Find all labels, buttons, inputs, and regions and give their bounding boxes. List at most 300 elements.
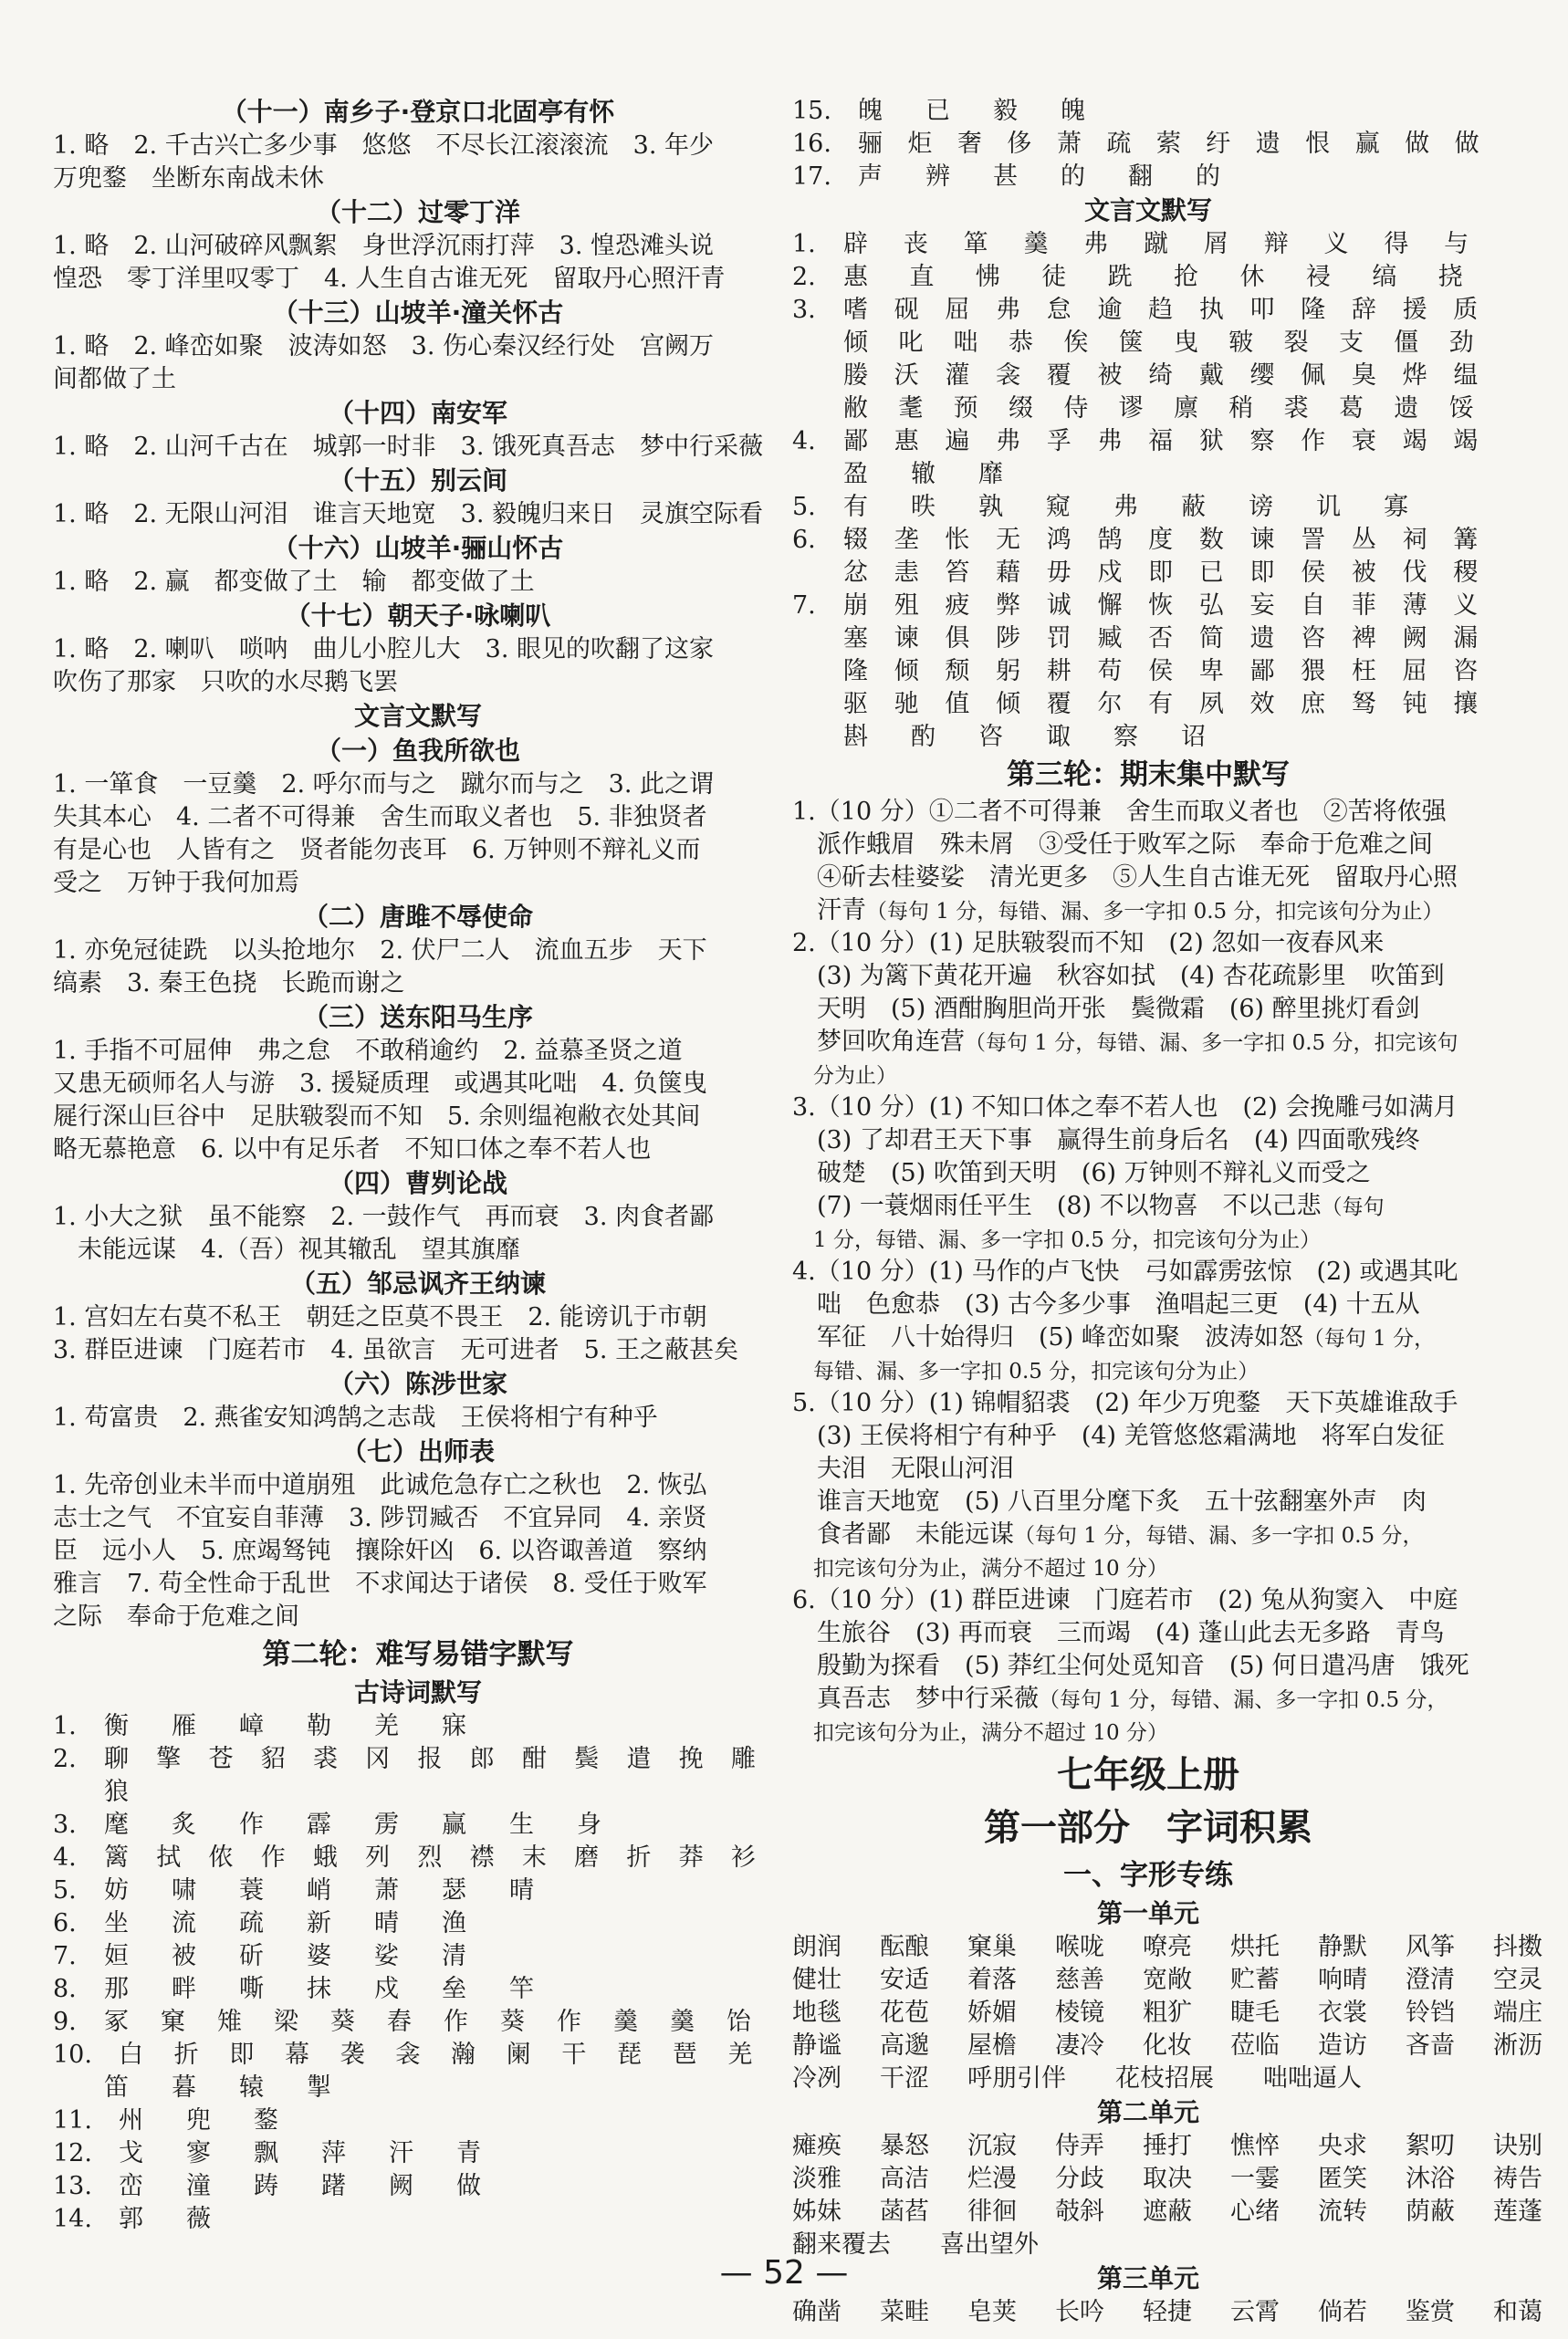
char-item: 质	[1453, 296, 1479, 324]
answer-line	[792, 1256, 1504, 1289]
char-row	[792, 95, 1504, 128]
word-item: 莅临	[1230, 2031, 1280, 2060]
char-item: 缊	[1453, 361, 1479, 390]
char-item: 侯	[1301, 559, 1326, 587]
answer-line	[792, 1486, 1504, 1519]
char-item: 驱	[843, 690, 868, 718]
section-heading: （十五）别云间	[328, 465, 507, 496]
char-item: 作	[557, 2008, 581, 2036]
char-item: 崩	[843, 591, 868, 620]
char-item: 幕	[285, 2041, 310, 2069]
char-item: 做	[456, 2172, 481, 2200]
char-item: 蹴	[1144, 230, 1169, 258]
char-item: 简	[1198, 624, 1224, 653]
char-item: 婆	[307, 1942, 331, 1970]
char-item: 丛	[1351, 526, 1376, 554]
char-item: 忿	[843, 559, 868, 587]
char-item: 擎	[156, 1745, 182, 1773]
section-heading: （十二）过零丁洋	[315, 197, 520, 227]
answer-text: 派作蛾眉 殊未屑 ③受任于败军之际 奉命于危难之间	[792, 830, 1433, 859]
word-row	[792, 2163, 1542, 2196]
char-item: 福	[1148, 427, 1174, 455]
char-item: 掣	[307, 2073, 331, 2102]
char-row	[792, 655, 1504, 688]
answer-line	[792, 796, 1504, 829]
answer-line	[792, 1650, 1504, 1683]
answer-text: 食者鄙 未能远谋	[792, 1520, 1014, 1549]
word-item: 化妆	[1143, 2031, 1192, 2060]
word-item: 姊妹	[792, 2198, 841, 2226]
answer-line	[792, 1190, 1504, 1223]
char-item: 郭	[119, 2205, 143, 2233]
char-item: 萦	[1155, 130, 1181, 158]
char-item: 清	[442, 1942, 466, 1970]
char-item: 佩	[1301, 361, 1326, 390]
char-item: 白	[119, 2041, 143, 2069]
char-item: 衫	[730, 1843, 756, 1872]
char-item: 蓑	[239, 1876, 264, 1905]
char-item: 藉	[996, 559, 1021, 587]
char-item: 咨	[1453, 657, 1479, 685]
char-item: 夙	[1198, 690, 1224, 718]
char-item: 诏	[1181, 723, 1206, 751]
char-item: 新	[307, 1909, 331, 1937]
char-item: 饴	[727, 2008, 751, 2036]
char-item: 魄	[1061, 97, 1085, 125]
char-item: 缟	[1372, 263, 1397, 291]
char-item: 貂	[260, 1745, 286, 1773]
char-item: 赢	[1354, 130, 1380, 158]
word-item: 健壮	[792, 1966, 841, 1994]
word-item: 咄咄逼人	[1263, 2064, 1362, 2093]
word-item: 长吟	[1055, 2298, 1104, 2326]
section-heading: 第三轮：期末集中默写	[1007, 758, 1290, 791]
char-item: 疏	[239, 1909, 264, 1937]
section-heading: （三）送东阳马生序	[302, 1002, 533, 1032]
char-item: 遗	[1255, 130, 1281, 158]
char-item: 寡	[1384, 493, 1408, 521]
char-item: 襟	[469, 1843, 495, 1872]
char-item: 狱	[1198, 427, 1224, 455]
word-item: 诀别	[1493, 2132, 1542, 2160]
char-item: 侬	[208, 1843, 234, 1872]
word-row	[792, 1931, 1542, 1964]
char-row	[792, 557, 1504, 590]
word-item: 嘹亮	[1143, 1933, 1192, 1961]
char-item: 阙	[389, 2172, 413, 2200]
answer-text: 1. 先帝创业未半而中道崩殂 此诚危急存亡之秋也 2. 恢弘	[53, 1471, 707, 1499]
answer-text: (3) 了却君王天下事 赢得生前身后名 (4) 四面歌残终	[792, 1126, 1420, 1154]
char-item: 竭	[1453, 427, 1479, 455]
section-heading: 第二轮：难写易错字默写	[262, 1638, 574, 1671]
answer-text: 失其本心 4. 二者不可得兼 舍生而取义者也 5. 非独贤者	[53, 803, 707, 831]
item-number: 11.	[53, 2106, 92, 2135]
char-item: 峦	[119, 2172, 143, 2200]
answer-text: 3.（10 分）(1) 不知口体之奉不若人也 (2) 会挽雕弓如满月	[792, 1093, 1458, 1122]
answer-text: 1. 小大之狱 虽不能察 2. 一鼓作气 再而衰 3. 肉食者鄙	[53, 1203, 715, 1231]
char-item: 怫	[975, 263, 1000, 291]
char-item: 霹	[307, 1811, 331, 1839]
char-item: 嘶	[239, 1975, 264, 2003]
char-item: 即	[1249, 559, 1275, 587]
char-row	[792, 622, 1504, 655]
answer-text: 未能远谋 4.（吾）视其辙乱 望其旗靡	[53, 1236, 520, 1264]
char-item: 挽	[678, 1745, 704, 1773]
char-item: 裘	[312, 1745, 338, 1773]
answer-line	[792, 960, 1504, 993]
scoring-note: 每错、漏、多一字扣 0.5 分，扣完该句分为止）	[792, 1360, 1260, 1384]
word-item: 朗润	[792, 1933, 841, 1961]
answer-text: 4.（10 分）(1) 马作的卢飞快 弓如霹雳弦惊 (2) 或遇其叱	[792, 1258, 1458, 1286]
answer-text: 3. 群臣进谏 门庭若市 4. 虽欲言 无可进者 5. 王之蔽甚矣	[53, 1336, 739, 1364]
char-item: 枉	[1351, 657, 1376, 685]
word-item: 端庄	[1493, 1999, 1542, 2027]
answer-line	[792, 1321, 1504, 1354]
char-item: 沃	[894, 361, 919, 390]
word-item: 凄冷	[1055, 2031, 1104, 2060]
char-item: 咨	[1301, 624, 1326, 653]
char-item: 被	[1097, 361, 1123, 390]
answer-line	[53, 666, 783, 699]
char-item: 劲	[1448, 329, 1474, 357]
answer-line	[792, 829, 1504, 861]
char-item: 逾	[1097, 296, 1123, 324]
word-item: 花枝招展	[1115, 2064, 1214, 2093]
word-item: 沐浴	[1406, 2165, 1455, 2193]
word-item: 静谧	[792, 2031, 841, 2060]
char-item: 孚	[1046, 427, 1071, 455]
char-item: 竿	[509, 1975, 534, 2003]
char-item: 值	[945, 690, 970, 718]
char-row	[53, 2170, 783, 2203]
scoring-note: 扣完该句分为止，满分不超过 10 分）	[792, 1721, 1168, 1745]
item-number	[792, 721, 843, 754]
answer-line	[792, 1223, 1504, 1256]
char-item: 青	[456, 2139, 481, 2167]
char-item: 干	[561, 2041, 587, 2069]
item-number: 9.	[53, 2008, 77, 2036]
answer-text: 1. 宫妇左右莫不私王 朝廷之臣莫不畏王 2. 能谤讥于市朝	[53, 1303, 707, 1331]
answer-text: 略无慕艳意 6. 以中有足乐者 不知口体之奉不若人也	[53, 1135, 652, 1164]
char-item: 支	[1338, 329, 1364, 357]
answer-line	[792, 1289, 1504, 1321]
char-item: 衡	[104, 1712, 129, 1740]
item-number: 7.	[792, 591, 816, 620]
answer-text: 1. 略 2. 喇叭 唢呐 曲儿小腔儿大 3. 眼见的吹翻了这家	[53, 635, 715, 663]
char-item: 覆	[1046, 690, 1071, 718]
char-item: 嗜	[843, 296, 868, 324]
answer-text: 夫泪 无限山河泪	[792, 1455, 1014, 1483]
char-item: 已	[1198, 559, 1224, 587]
word-item: 淡雅	[792, 2165, 841, 2193]
answer-text: 5.（10 分）(1) 锦帽貂裘 (2) 年少万兜鍪 天下英雄谁敌手	[792, 1389, 1458, 1417]
answer-text: 志士之气 不宜妄自菲薄 3. 陟罚臧否 不宜异同 4. 亲贤	[53, 1504, 707, 1532]
char-item: 谏	[894, 624, 919, 653]
word-item: 造访	[1318, 2031, 1367, 2060]
char-item: 罚	[1046, 624, 1071, 653]
word-item: 花苞	[880, 1999, 929, 2027]
char-item: 漏	[1453, 624, 1479, 653]
section-heading: （七）出师表	[340, 1436, 495, 1467]
item-number: 14.	[53, 2205, 92, 2233]
char-item: 讥	[1316, 493, 1341, 521]
char-item: 做	[1454, 130, 1479, 158]
char-item: 祠	[1402, 526, 1427, 554]
answer-line	[53, 363, 783, 396]
answer-text: 1. 一箪食 一豆羹 2. 呼尔而与之 蹴尔而与之 3. 此之谓	[53, 770, 715, 799]
section-heading: 文言文默写	[1083, 195, 1212, 225]
char-item: 垄	[894, 526, 919, 554]
word-row	[792, 2196, 1542, 2229]
char-item: 作	[260, 1843, 286, 1872]
item-number: 1.	[53, 1712, 77, 1740]
answer-line	[53, 566, 783, 599]
char-row	[792, 458, 1504, 491]
char-item: 敝	[843, 394, 868, 423]
answer-text: 万兜鍪 坐断东南战未休	[53, 164, 324, 193]
answer-text: 1. 略 2. 无限山河泪 谁言天地宽 3. 毅魄归来日 灵旗空际看	[53, 500, 764, 528]
char-item: 昳	[911, 493, 936, 521]
char-item: 疲	[945, 591, 970, 620]
char-item: 啸	[172, 1876, 196, 1905]
char-item: 有	[1148, 690, 1174, 718]
char-item: 姮	[104, 1942, 129, 1970]
answer-line	[53, 834, 783, 867]
answer-text: 1. 略 2. 峰峦如聚 波涛如怒 3. 伤心秦汉经行处 宫阙万	[53, 332, 715, 360]
answer-text: 殷勤为探看 (5) 莽红尘何处觅知音 (5) 何日遣冯唐 饿死	[792, 1652, 1469, 1680]
answer-text: 之际 奉命于危难之间	[53, 1603, 299, 1631]
char-item: 笛	[104, 2073, 129, 2102]
char-item: 自	[1301, 591, 1326, 620]
answer-text: 谁言天地宽 (5) 八百里分麾下炙 五十弦翻塞外声 肉	[792, 1488, 1427, 1516]
char-item: 援	[1402, 296, 1427, 324]
char-item: 坐	[104, 1909, 129, 1937]
answer-line	[53, 1402, 783, 1435]
answer-text: 1. 略 2. 山河破碎风飘絮 身世浮沉雨打萍 3. 惶恐滩头说	[53, 232, 715, 260]
char-row	[53, 1940, 783, 1973]
word-item: 风筝	[1406, 1933, 1455, 1961]
word-item: 贮蓄	[1230, 1966, 1280, 1994]
char-item: 舂	[387, 2008, 412, 2036]
answer-line	[792, 1584, 1504, 1617]
char-item: 甚	[993, 162, 1018, 191]
char-item: 祲	[1305, 263, 1331, 291]
char-item: 谬	[1118, 394, 1144, 423]
char-item: 雕	[730, 1745, 756, 1773]
char-item: 妨	[104, 1876, 129, 1905]
char-item: 戍	[374, 1975, 399, 2003]
char-item: 隆	[1301, 296, 1326, 324]
item-number: 1.	[792, 230, 816, 258]
answer-line	[53, 1568, 783, 1601]
char-item: 作	[1301, 427, 1326, 455]
answer-text: 1. 略 2. 千古兴亡多少事 悠悠 不尽长江滚滚流 3. 年少	[53, 131, 715, 160]
answer-line	[53, 1301, 783, 1334]
answer-line	[792, 861, 1504, 894]
item-number	[792, 688, 843, 721]
answer-text: 屣行深山巨谷中 足肤皲裂而不知 5. 余则缊袍敝衣处其间	[53, 1102, 701, 1131]
left-column	[53, 95, 783, 2236]
char-item: 侍	[1063, 394, 1089, 423]
char-item: 鸿	[1046, 526, 1071, 554]
item-number: 16.	[792, 130, 831, 158]
char-item: 暮	[172, 2073, 196, 2102]
char-item: 遍	[945, 427, 970, 455]
answer-line	[792, 1617, 1504, 1650]
answer-line	[792, 1026, 1504, 1059]
word-item: 菜畦	[880, 2298, 929, 2326]
char-item: 稍	[1228, 394, 1254, 423]
char-item: 卑	[1198, 657, 1224, 685]
char-item: 雁	[172, 1712, 196, 1740]
char-item: 萧	[374, 1876, 399, 1905]
item-number: 7.	[53, 1942, 77, 1970]
char-item: 遗	[1249, 624, 1275, 653]
char-item: 恢	[1148, 591, 1174, 620]
char-item: 即	[229, 2041, 255, 2069]
word-item: 菡萏	[880, 2198, 929, 2226]
answer-line	[792, 1453, 1504, 1486]
word-item: 着落	[967, 1966, 1017, 1994]
char-item: 否	[1148, 624, 1174, 653]
char-item: 鬓	[574, 1745, 600, 1773]
char-item: 屈	[1402, 657, 1427, 685]
word-item: 心绪	[1230, 2198, 1280, 2226]
answer-line	[53, 1334, 783, 1367]
char-row	[53, 2072, 783, 2104]
item-number: 8.	[53, 1975, 77, 2003]
char-item: 炬	[907, 130, 933, 158]
char-item: 萧	[1056, 130, 1082, 158]
word-item: 央求	[1318, 2132, 1367, 2160]
answer-text: 生旅谷 (3) 再而衰 三而竭 (4) 蓬山此去无多路 青鸟	[792, 1619, 1445, 1647]
char-item: 毋	[1046, 559, 1071, 587]
item-number	[792, 360, 843, 392]
word-item: 烘托	[1230, 1933, 1280, 1961]
item-number: 10.	[53, 2041, 92, 2069]
answer-line	[792, 1124, 1504, 1157]
answer-text: (7) 一蓑烟雨任平生 (8) 不以物喜 不以己悲	[792, 1192, 1322, 1220]
item-number	[792, 557, 843, 590]
char-item: 曳	[1173, 329, 1198, 357]
char-item: 的	[1196, 162, 1220, 191]
char-item: 戴	[1198, 361, 1224, 390]
char-item: 窠	[161, 2008, 185, 2036]
answer-line	[53, 1201, 783, 1234]
answer-line	[792, 1551, 1504, 1584]
answer-text: 1.（10 分）①二者不可得兼 舍生而取义者也 ②苦将侬强	[792, 798, 1447, 826]
char-item: 察	[1249, 427, 1275, 455]
char-item: 渔	[442, 1909, 466, 1937]
answer-text: (3) 王侯将相宁有种乎 (4) 羌管悠悠霜满地 将军白发征	[792, 1422, 1445, 1450]
answer-line	[53, 1035, 783, 1068]
answer-line	[53, 263, 783, 296]
word-item: 酝酿	[880, 1933, 929, 1961]
char-row	[792, 128, 1504, 161]
char-item: 飘	[254, 2139, 278, 2167]
char-item: 臭	[1351, 361, 1376, 390]
char-item: 峭	[307, 1876, 331, 1905]
char-item: 裂	[1283, 329, 1309, 357]
answer-text: 吹伤了那家 只吹的水尽鹅飞罢	[53, 668, 398, 696]
char-item: 徒	[1041, 263, 1067, 291]
answer-line	[792, 1157, 1504, 1190]
char-item: 羹	[1023, 230, 1049, 258]
answer-text: (3) 为篱下黄花开遍 秋容如拭 (4) 杏花疏影里 吹笛到	[792, 962, 1445, 990]
answer-line	[53, 230, 783, 263]
word-item: 烂漫	[967, 2165, 1017, 2193]
char-item: 烨	[1402, 361, 1427, 390]
word-item: 抖擞	[1493, 1933, 1542, 1961]
char-item: 弗	[996, 296, 1021, 324]
word-item: 吝啬	[1406, 2031, 1455, 2060]
scoring-note: （每句 1 分，	[1302, 1327, 1436, 1351]
char-item: 蔽	[1181, 493, 1206, 521]
item-number: 4.	[792, 427, 816, 455]
answer-line	[53, 1469, 783, 1502]
item-number: 3.	[792, 296, 816, 324]
word-item: 瘫痪	[792, 2132, 841, 2160]
char-item: 屈	[945, 296, 970, 324]
char-item: 得	[1384, 230, 1409, 258]
answer-line	[53, 633, 783, 666]
char-item: 衾	[996, 361, 1021, 390]
answer-line	[792, 1716, 1504, 1749]
item-number: 2.	[53, 1745, 77, 1773]
answer-line	[792, 1387, 1504, 1420]
char-item: 篝	[1453, 526, 1479, 554]
char-item: 察	[1113, 723, 1138, 751]
answer-line	[53, 162, 783, 195]
char-item: 躇	[321, 2172, 346, 2200]
page-number: — 52 —	[719, 2254, 849, 2292]
char-item: 倾	[894, 657, 919, 685]
char-item: 聊	[104, 1745, 129, 1773]
char-row	[792, 294, 1504, 327]
char-item: 箪	[963, 230, 988, 258]
char-row	[53, 1710, 783, 1743]
char-item: 的	[1061, 162, 1085, 191]
answer-line	[792, 1519, 1504, 1551]
char-item: 耕	[1046, 657, 1071, 685]
char-item: 弘	[1198, 591, 1224, 620]
section-heading: （四）曹刿论战	[328, 1168, 507, 1198]
char-item: 冢	[104, 2008, 129, 2036]
answer-text: 1. 手指不可屈伸 弗之怠 不敢稍逾约 2. 益慕圣贤之道	[53, 1037, 683, 1065]
char-item: 纡	[1206, 130, 1231, 158]
char-item: 阙	[1402, 624, 1427, 653]
section-heading: （十三）山坡羊·潼关怀古	[272, 298, 564, 328]
char-item: 义	[1323, 230, 1349, 258]
item-number: 6.	[53, 1909, 77, 1937]
char-item: 烈	[417, 1843, 443, 1872]
char-item: 懈	[1097, 591, 1123, 620]
char-item: 恚	[894, 559, 919, 587]
char-item: 辕	[239, 2073, 264, 2102]
char-item: 叩	[1249, 296, 1275, 324]
answer-text: 1. 苟富贵 2. 燕雀安知鸿鹄之志哉 王侯将相宁有种乎	[53, 1404, 658, 1432]
char-item: 俟	[1063, 329, 1089, 357]
section-heading: （十七）朝天子·咏喇叭	[285, 600, 551, 631]
word-item: 淅沥	[1493, 2031, 1542, 2060]
char-item: 趋	[1148, 296, 1174, 324]
char-item: 与	[1444, 230, 1469, 258]
char-item: 羹	[613, 2008, 638, 2036]
word-item: 翻来覆去	[792, 2230, 891, 2259]
char-item: 麾	[104, 1811, 129, 1839]
word-item: 安适	[880, 1966, 929, 1994]
char-item: 侯	[1148, 657, 1174, 685]
